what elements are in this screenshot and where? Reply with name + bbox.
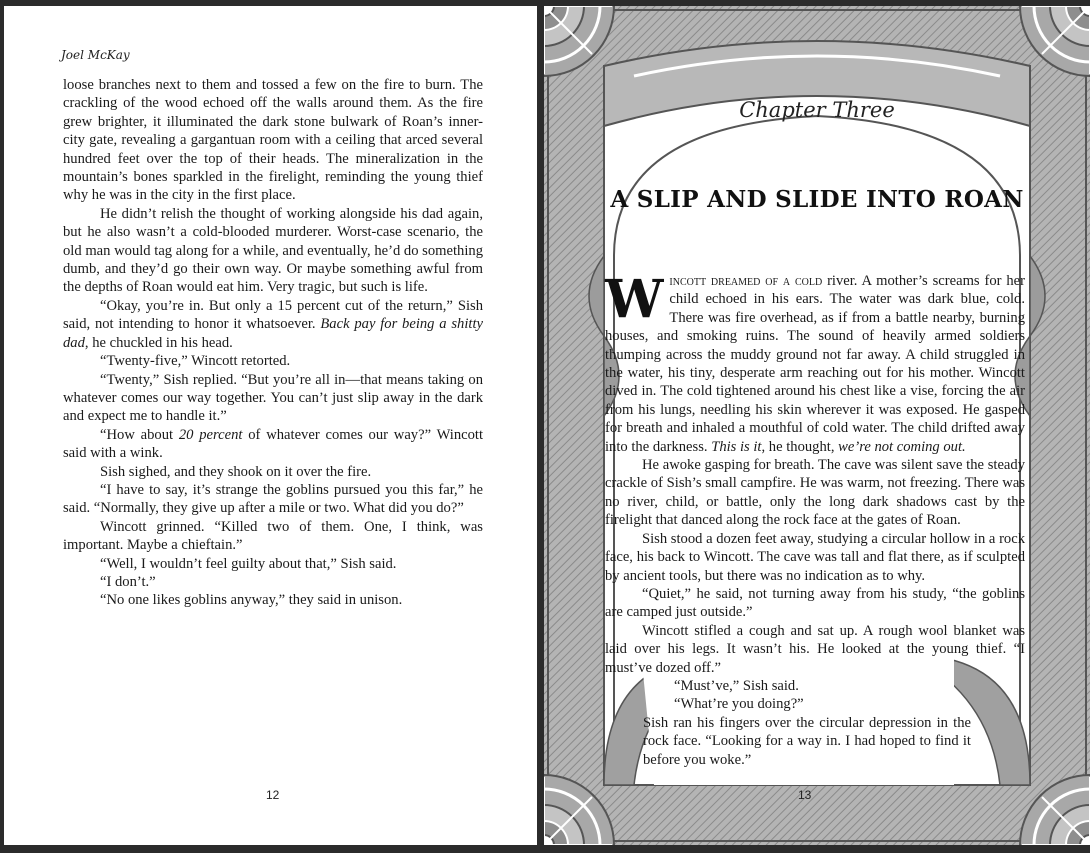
paragraph: Sish stood a dozen feet away, studying a circular hollow in a rock face, his back to Wincott. The cave was tall and flat there, as if sculpted by ancient tools, but there was no indication as to why. [605, 530, 1025, 584]
paragraph: “Twenty-five,” Wincott retorted. [100, 353, 291, 370]
paragraph: “Quiet,” he said, not turning away from his study, “the goblins are camped just outside.” [605, 585, 1025, 621]
paragraph: “Twenty,” Sish replied. “But you’re all in—that means taking on whatever comes our way together. You can’t just slip away in the dark and expect me to handle it.” [63, 371, 483, 425]
paragraph: Sish sighed, and they shook on it over the fire. [100, 463, 372, 480]
paragraph: “Well, I wouldn’t feel guilty about that,” Sish said. [100, 555, 397, 572]
chapter-label: Chapter Three [739, 98, 895, 122]
paragraph: He awoke gasping for breath. The cave was silent save the steady crackle of Sish’s small campfire. He was warm, not freezing. There was no river, child, or battle, only the long dark shadows cast by the firelight that danced along the rock face at the gates of Roan. [605, 457, 1025, 529]
running-header-author: Joel McKay [61, 48, 130, 62]
left-page [4, 6, 537, 845]
page-number: 13 [798, 788, 812, 802]
paragraph: “What’re you doing?” [674, 696, 804, 713]
page-number: 12 [266, 788, 280, 802]
paragraph: “I don’t.” [100, 573, 156, 590]
paragraph: loose branches next to them and tossed a few on the fire to burn. The crackling of the wood echoed off the walls around them. As the fire grew brighter, it illuminated the dark stone bulwark of Roan’s inner-city gate, revealing a gargantuan room with a ceiling that arced several hundred feet over the top of their heads. The mineralization in the mountain’s bones sparkled in the firelight, reminding the young thief why he was in the city in the first place. [63, 77, 483, 204]
left-body-text [63, 76, 483, 610]
right-page [544, 6, 1090, 845]
right-body-text [605, 269, 1025, 769]
paragraph: He didn’t relish the thought of working alongside his dad again, but he also wasn’t a cold-blooded murderer. Worst-case scenario, the old man would tag along for a while, and eventually, he’d do something dumb, and they’d go their own way. Or maybe something awful from the depths of Roan would eat him. Very tragic, but such is life. [63, 205, 483, 296]
paragraph: Wincott dreamed of a cold river. A mother’s screams for her child echoed in his ears. The water was dark blue, cold. There was fire overhead, as if from a battle nearby, burning houses, and smoking ruins. The sound of heavily armed soldiers thumping across the muddy ground not far away. A child struggled in the water, his tiny, desperate arm reaching out for his mother. Wincott dived in. The cold tightened around his chest like a vise, forcing the air from his lungs, needling his skin wherever it was exposed. He gasped for breath and inhaled a mouthful of cold water. The child drifted away into the darkness. This is it, he thought, we’re not coming out. [605, 269, 1025, 455]
paragraph: Wincott grinned. “Killed two of them. One, I think, was important. Maybe a chieftain.” [63, 518, 483, 554]
paragraph: “I have to say, it’s strange the goblins pursued you this far,” he said. “Normally, they give up after a mile or two. What did you do?” [63, 481, 483, 517]
paragraph: Sish ran his fingers over the circular depression in the rock face. “Looking for a way in. I had hoped to find it before you woke.” [643, 714, 971, 768]
paragraph: “No one likes goblins anyway,” they said in unison. [100, 592, 403, 609]
chapter-title: A SLIP AND SLIDE INTO ROAN [610, 186, 1024, 213]
paragraph: Wincott stifled a cough and sat up. A rough wool blanket was laid over his legs. It wasn’t his. He looked at the young thief. “I must’ve dozed off.” [605, 622, 1025, 676]
paragraph: “Okay, you’re in. But only a 15 percent cut of the return,” Sish said, not intending to honor it whatsoever. Back pay for being a shitty dad, he chuckled in his head. [63, 297, 483, 351]
paragraph: “Must’ve,” Sish said. [674, 677, 799, 694]
drop-cap: W [605, 269, 664, 330]
paragraph: “How about 20 percent of whatever comes our way?” Wincott said with a wink. [63, 426, 483, 462]
